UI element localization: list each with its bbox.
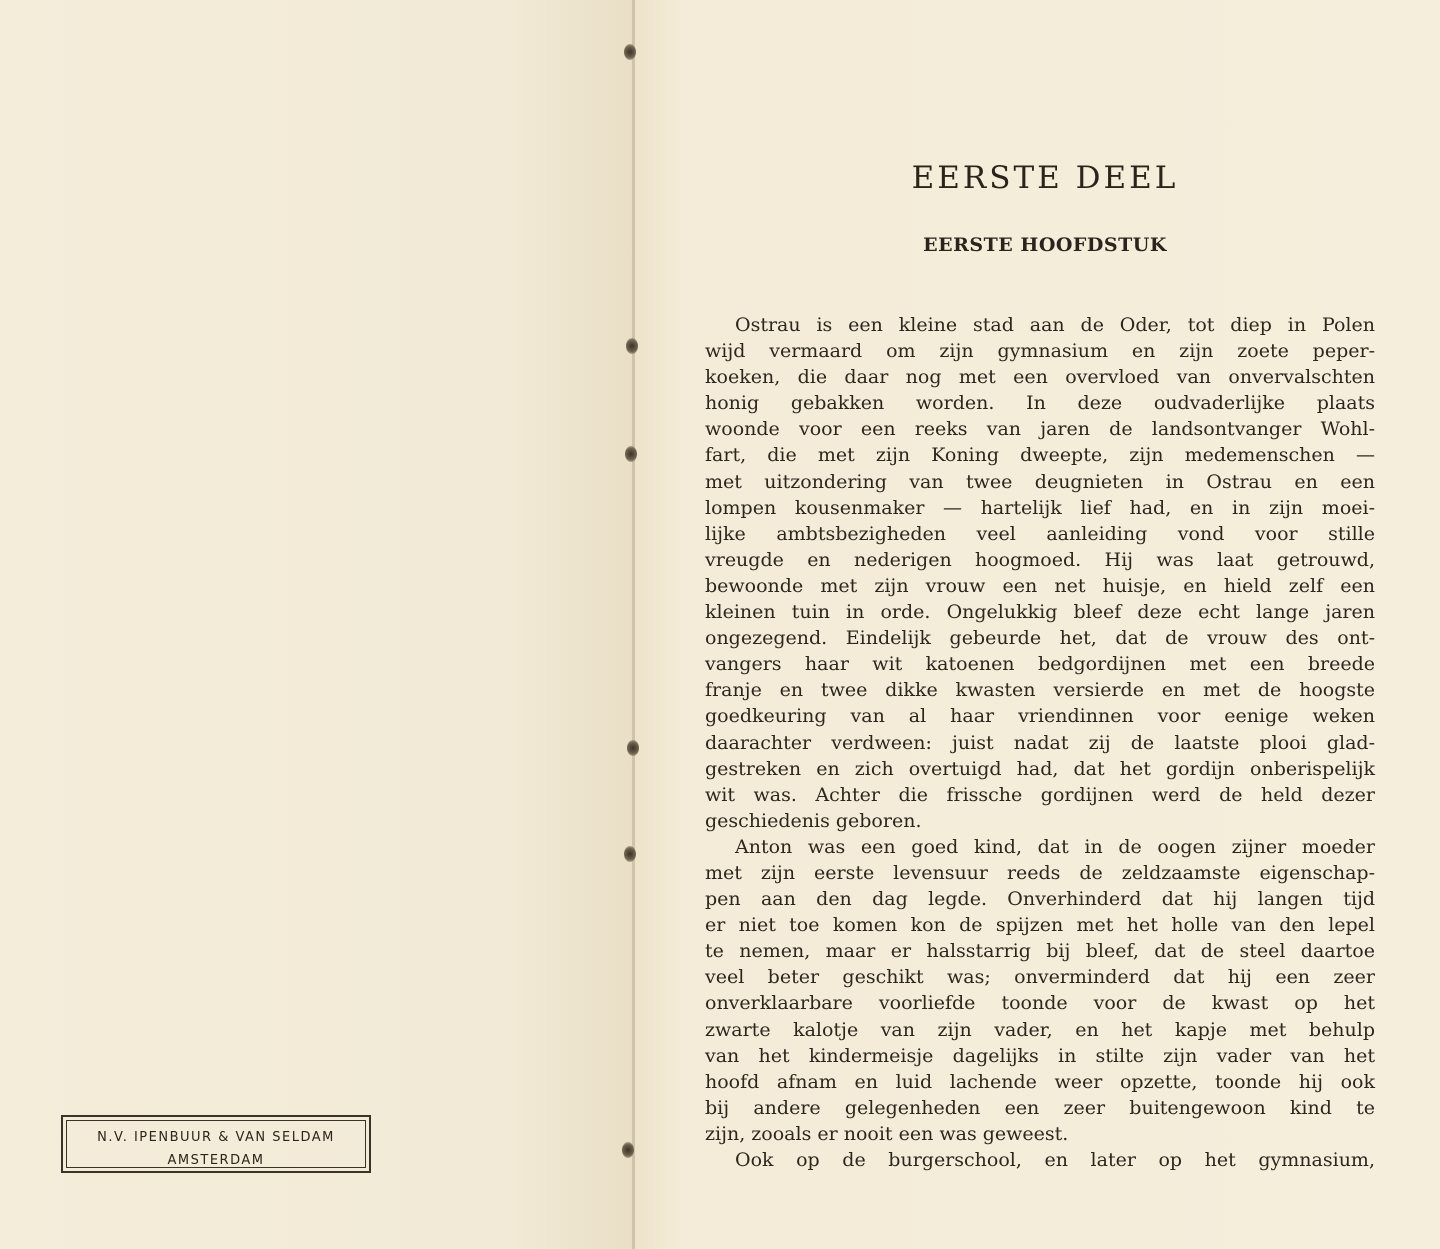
text-line: koeken, die daar nog met een overvloed van onvervalschten [705, 366, 1375, 389]
binding-stitch [624, 44, 636, 60]
text-line: vreugde en nederigen hoogmoed. Hij was laat getrouwd, [705, 548, 1375, 571]
text-line: met uitzondering van twee deugnieten in Ostrau en een [705, 470, 1375, 493]
binding-stitch [627, 740, 639, 756]
text-line: bij andere gelegenheden een zeer buitengewoon kind te [705, 1096, 1375, 1119]
text-line: met zijn eerste levensuur reeds de zeldzaamste eigenschap- [705, 861, 1375, 884]
text-line: wijd vermaard om zijn gymnasium en zijn zoete peper- [705, 340, 1375, 363]
text-line: Ook op de burgerschool, en later op het gymnasium, [735, 1149, 1375, 1171]
text-line: honig gebakken worden. In deze oudvaderlijke plaats [705, 392, 1375, 415]
text-line: geschiedenis geboren. [705, 809, 922, 832]
text-line: onverklaarbare voorliefde toonde voor de kwast op het [705, 992, 1375, 1015]
text-line: franje en twee dikke kwasten versierde en met de hoogste [705, 679, 1375, 702]
text-line: lompen kousenmaker — hartelijk lief had, en in zijn moei- [705, 496, 1375, 519]
text-line: veel beter geschikt was; onverminderd dat hij een zeer [705, 966, 1375, 989]
text-line: ongezegend. Eindelijk gebeurde het, dat de vrouw des ont- [705, 627, 1375, 650]
text-line: pen aan den dag legde. Onverhinderd dat hij langen tijd [705, 888, 1375, 911]
text-line: vangers haar wit katoenen bedgordijnen met een breede [705, 653, 1375, 676]
text-line: zijn, zooals er nooit een was geweest. [705, 1122, 1069, 1145]
text-line: gestreken en zich overtuigd had, dat het gordijn onberispelijk [705, 757, 1375, 780]
text-line: Anton was een goed kind, dat in de oogen zijner moeder [735, 835, 1375, 858]
text-line: lijke ambtsbezigheden veel aanleiding vond voor stille [705, 522, 1375, 545]
text-line: wit was. Achter die frissche gordijnen werd de held dezer [705, 783, 1375, 806]
text-line: goedkeuring van al haar vriendinnen voor eenige weken [705, 705, 1375, 728]
text-line: bewoonde met zijn vrouw een net huisje, en hield zelf een [705, 574, 1375, 597]
text-line: Ostrau is een kleine stad aan de Oder, tot diep in Polen [735, 314, 1375, 336]
binding-stitch [625, 446, 637, 462]
text-line: er niet toe komen kon de spijzen met het holle van den lepel [705, 914, 1375, 937]
binding-stitch [626, 338, 638, 354]
chapter-title: EERSTE HOOFDSTUK [923, 234, 1167, 256]
text-line: kleinen tuin in orde. Ongelukkig bleef deze echt lange jaren [705, 601, 1375, 624]
text-line: woonde voor een reeks van jaren de landsontvanger Wohl- [705, 418, 1375, 441]
binding-stitch [622, 1142, 634, 1158]
text-line: fart, die met zijn Koning dweepte, zijn medemenschen — [705, 444, 1375, 467]
text-line: hoofd afnam en luid lachende weer opzette, toonde hij ook [705, 1070, 1375, 1093]
text-line: van het kindermeisje dagelijks in stilte zijn vader van het [705, 1044, 1375, 1067]
publisher-city: AMSTERDAM [167, 1153, 265, 1168]
book-gutter [632, 0, 635, 1249]
text-line: zwarte kalotje van zijn vader, en het kapje met behulp [705, 1018, 1375, 1041]
text-line: te nemen, maar er halsstarrig bij bleef, dat de steel daartoe [705, 940, 1375, 963]
publisher-name: N.V. IPENBUUR & VAN SELDAM [97, 1130, 335, 1145]
left-page [0, 0, 634, 1249]
chapter-body [705, 312, 1375, 1173]
binding-stitch [624, 846, 636, 862]
part-title: EERSTE DEEL [911, 160, 1179, 196]
publisher-imprint [61, 1115, 371, 1173]
text-line: daarachter verdween: juist nadat zij de laatste plooi glad- [705, 731, 1375, 754]
